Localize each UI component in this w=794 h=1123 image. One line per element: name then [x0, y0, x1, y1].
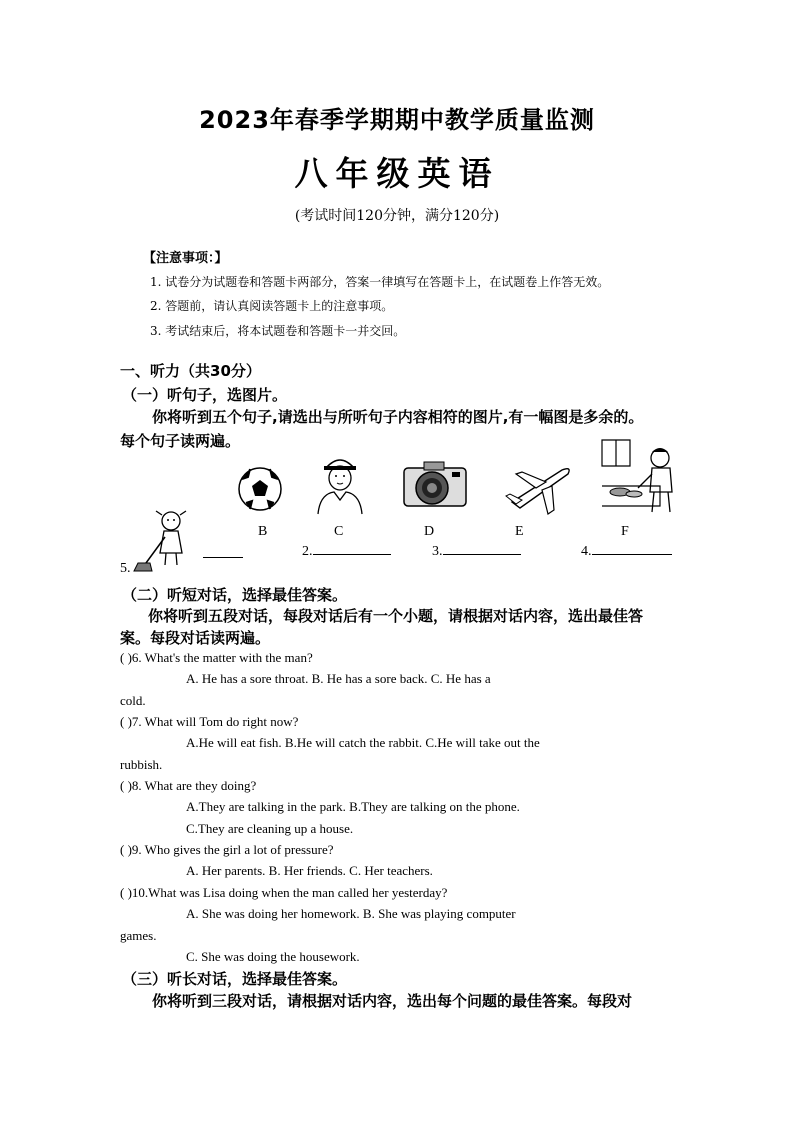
- question-9-stem: ( )9. Who gives the girl a lot of pressure?: [120, 842, 334, 857]
- answer-blank-5[interactable]: 5.: [120, 561, 131, 576]
- section-listening-title: 一、听力（共30分）: [120, 362, 261, 380]
- question-10-stem: ( )10.What was Lisa doing when the man called her yesterday?: [120, 885, 448, 900]
- picture-label-c: C: [334, 524, 344, 539]
- answer-blank-4[interactable]: 4.: [581, 541, 672, 560]
- picture-label-d: D: [424, 524, 435, 539]
- part2-title: （二）听短对话，选择最佳答案。: [122, 586, 348, 604]
- note-item-1: 1. 试卷分为试题卷和答题卡两部分，答案一律填写在答题卡上，在试题卷上作答无效。: [150, 275, 610, 289]
- note-item-2: 2. 答题前，请认真阅读答题卡上的注意事项。: [150, 299, 394, 313]
- man-washing-dishes-icon: [600, 436, 684, 516]
- exam-title: 2023年春季学期期中教学质量监测: [199, 106, 595, 134]
- question-10-wrap: games.: [120, 928, 157, 943]
- answer-blank-2[interactable]: 2.: [302, 541, 391, 560]
- part2-instruction-line1: 你将听到五段对话，每段对话后有一个小题，请根据对话内容，选出最佳答: [148, 607, 644, 625]
- question-7-stem: ( )7. What will Tom do right now?: [120, 714, 299, 729]
- notes-heading: 【注意事项：】: [143, 251, 228, 266]
- note-item-3: 3. 考试结束后，将本试题卷和答题卡一并交回。: [150, 324, 406, 338]
- question-10-option-c: C. She was doing the housework.: [186, 949, 360, 964]
- worker-icon: [308, 450, 372, 516]
- picture-label-e: E: [515, 524, 524, 539]
- camera-icon: [400, 458, 470, 510]
- part1-title: （一）听句子，选图片。: [122, 386, 288, 404]
- question-9-options: A. Her parents. B. Her friends. C. Her teachers.: [186, 863, 433, 878]
- question-8-option-c: C.They are cleaning up a house.: [186, 821, 354, 836]
- answer-blank-1[interactable]: [203, 543, 243, 562]
- picture-label-f: F: [621, 524, 629, 539]
- answer-blank-3[interactable]: 3.: [432, 541, 521, 560]
- part1-instruction-line2: 每个句子读两遍。: [120, 432, 241, 450]
- part3-instruction-line1: 你将听到三段对话，请根据对话内容，选出每个问题的最佳答案。每段对: [152, 992, 633, 1010]
- exam-subtitle: (考试时间120分钟，满分120分): [294, 208, 500, 224]
- question-6-stem: ( )6. What's the matter with the man?: [120, 650, 313, 665]
- question-7-wrap: rubbish.: [120, 757, 163, 772]
- question-10-options: A. She was doing her homework. B. She was playing computer: [186, 906, 516, 921]
- soccer-ball-icon: [236, 465, 284, 513]
- girl-sweeping-icon: [128, 505, 198, 577]
- question-8-stem: ( )8. What are they doing?: [120, 778, 257, 793]
- question-6-options: A. He has a sore throat. B. He has a sore back. C. He has a: [186, 671, 491, 686]
- part2-instruction-line2: 案。每段对话读两遍。: [120, 629, 271, 647]
- question-6-wrap: cold.: [120, 693, 146, 708]
- picture-label-b: B: [258, 524, 268, 539]
- part3-title: （三）听长对话，选择最佳答案。: [122, 970, 348, 988]
- exam-subject: 八年级英语: [294, 154, 500, 193]
- question-8-options: A.They are talking in the park. B.They are talking on the phone.: [186, 799, 520, 814]
- question-7-options: A.He will eat fish. B.He will catch the rabbit. C.He will take out the: [186, 735, 540, 750]
- part1-instruction-line1: 你将听到五个句子,请选出与所听句子内容相符的图片,有一幅图是多余的。: [152, 408, 644, 426]
- airplane-icon: [502, 460, 576, 518]
